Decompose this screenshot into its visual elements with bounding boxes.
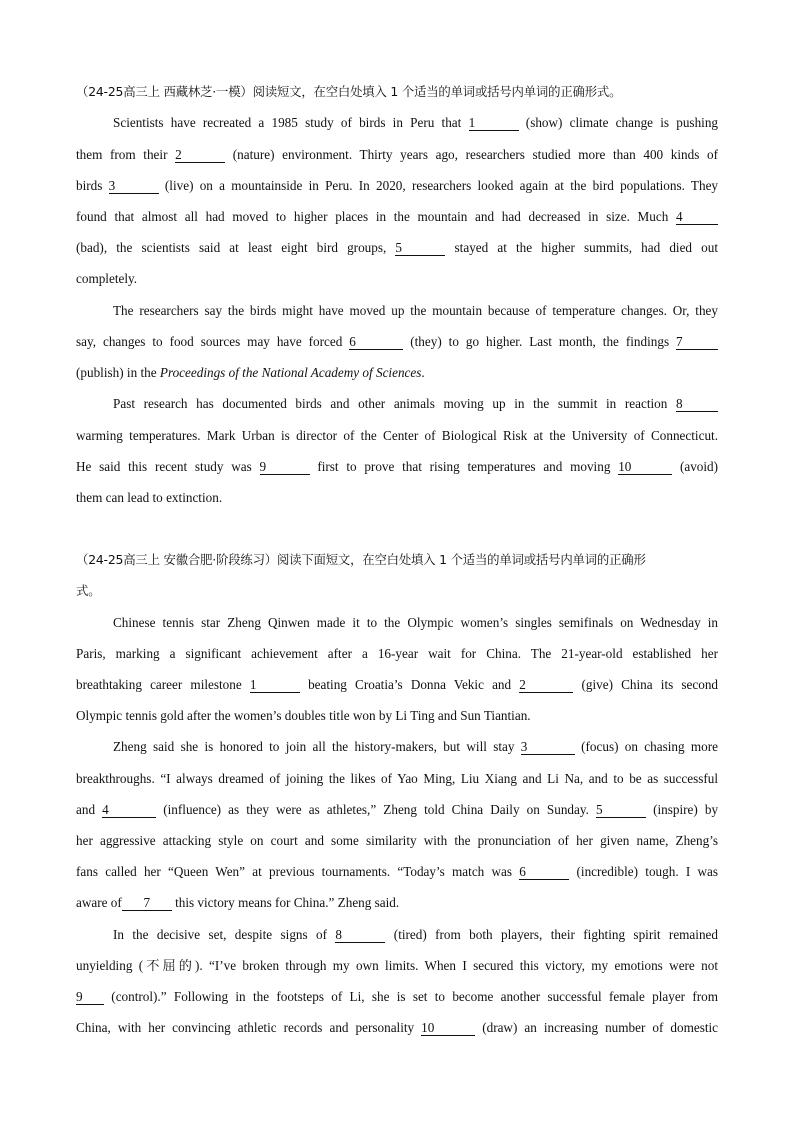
p1-line-13: them can lead to extinction.: [76, 490, 223, 505]
p1-line-1: Scientists have recreated a 1985 study of birds in Peru that 1 (show) climate change is pushing: [113, 115, 719, 130]
p2-line-7: and 4 (influence) as they were as athletes,” Zheng told China Daily on Sunday. 5 (inspire) by: [76, 802, 719, 817]
p2-line-4: Olympic tennis gold after the women’s doubles title won by Li Ting and Sun Tiantian.: [76, 708, 531, 723]
passage1-heading: （24-25高三上 西藏林芝·一模）阅读短文，在空白处填入 1 个适当的单词或括号内单词的正确形式。: [76, 84, 622, 99]
p2-line-11: In the decisive set, despite signs of 8 (tired) from both players, their fighting spirit remained: [113, 927, 718, 942]
p1-line-2: them from their 2 (nature) environment. Thirty years ago, researchers studied more than 400 kinds of: [76, 147, 719, 162]
passage2-heading-cont: 式。: [76, 583, 101, 598]
p2-line-3: breathtaking career milestone 1 beating Croatia’s Donna Vekic and 2 (give) China its second: [76, 677, 719, 692]
p1-blank-2[interactable]: 2: [175, 148, 225, 163]
p1-blank-7[interactable]: 7: [676, 335, 718, 350]
p1-line-5: (bad), the scientists said at least eight bird groups, 5 stayed at the higher summits, had died out: [76, 240, 718, 255]
p1-line-11: warming temperatures. Mark Urban is director of the Center of Biological Risk at the University of Connecticut.: [76, 428, 718, 443]
p2-line-2: Paris, marking a significant achievement after a 16-year wait for China. The 21-year-old established her: [76, 646, 718, 661]
p1-blank-8[interactable]: 8: [676, 397, 718, 412]
p1-line-7: The researchers say the birds might have moved up the mountain because of temperature changes. Or, they: [113, 303, 718, 318]
p2-line-12: unyielding (不屈的). “I’ve broken through my own limits. When I secured this victory, my emotions were not: [76, 958, 718, 973]
p2-blank-5[interactable]: 5: [596, 803, 646, 818]
journal-title: Proceedings of the National Academy of Sciences: [159, 365, 422, 380]
passage2-heading: （24-25高三上 安徽合肥·阶段练习）阅读下面短文，在空白处填入 1 个适当的单词或括号内单词的正确形: [76, 552, 646, 567]
p1-blank-3[interactable]: 3: [109, 179, 159, 194]
p2-blank-3[interactable]: 3: [521, 740, 575, 755]
p1-line-10: Past research has documented birds and other animals moving up in the summit in reaction 8: [113, 395, 718, 413]
p2-blank-1[interactable]: 1: [250, 678, 300, 693]
p2-blank-2[interactable]: 2: [519, 678, 573, 693]
p1-blank-10[interactable]: 10: [618, 460, 672, 475]
p2-blank-4[interactable]: 4: [102, 803, 156, 818]
p1-line-3: birds 3 (live) on a mountainside in Peru. In 2020, researchers looked again at the bird populations. They: [76, 178, 719, 193]
p2-line-5: Zheng said she is honored to join all the history-makers, but will stay 3 (focus) on chasing more: [113, 739, 719, 754]
p2-line-10: aware of 7 this victory means for China.” Zheng said.: [76, 895, 400, 910]
p1-blank-5[interactable]: 5: [395, 241, 445, 256]
p2-line-14: China, with her convincing athletic records and personality 10 (draw) an increasing number of domestic: [76, 1020, 719, 1035]
p1-blank-1[interactable]: 1: [469, 116, 519, 131]
p1-line-8: say, changes to food sources may have forced 6 (they) to go higher. Last month, the findings 7: [76, 333, 718, 351]
p1-line-6: completely.: [76, 271, 138, 286]
p1-blank-9[interactable]: 9: [260, 460, 310, 475]
p2-blank-9[interactable]: 9: [76, 990, 104, 1005]
p2-blank-7[interactable]: 7: [122, 896, 172, 911]
p2-line-8: her aggressive attacking style on court and some similarity with the pronunciation of her given name, Zheng’s: [76, 833, 718, 848]
p2-line-13: 9 (control).” Following in the footsteps of Li, she is set to become another successful female player from: [76, 989, 718, 1004]
p1-line-4: found that almost all had moved to higher places in the mountain and had decreased in size. Much 4: [76, 208, 718, 226]
p1-blank-6[interactable]: 6: [349, 335, 403, 350]
p1-line-12: He said this recent study was 9 first to prove that rising temperatures and moving 10 (avoid): [76, 459, 719, 474]
p2-blank-8[interactable]: 8: [335, 928, 385, 943]
p2-blank-6[interactable]: 6: [519, 865, 569, 880]
p2-line-9: fans called her “Queen Wen” at previous tournaments. “Today’s match was 6 (incredible) tough. I was: [76, 864, 719, 879]
p2-blank-10[interactable]: 10: [421, 1021, 475, 1036]
p2-line-6: breakthroughs. “I always dreamed of joining the likes of Yao Ming, Liu Xiang and Li Na, and to be as successful: [76, 771, 718, 786]
p1-line-9: (publish) in the Proceedings of the National Academy of Sciences.: [76, 365, 425, 380]
p1-blank-4[interactable]: 4: [676, 210, 718, 225]
p2-line-1: Chinese tennis star Zheng Qinwen made it to the Olympic women’s singles semifinals on Wednesday in: [113, 615, 718, 630]
